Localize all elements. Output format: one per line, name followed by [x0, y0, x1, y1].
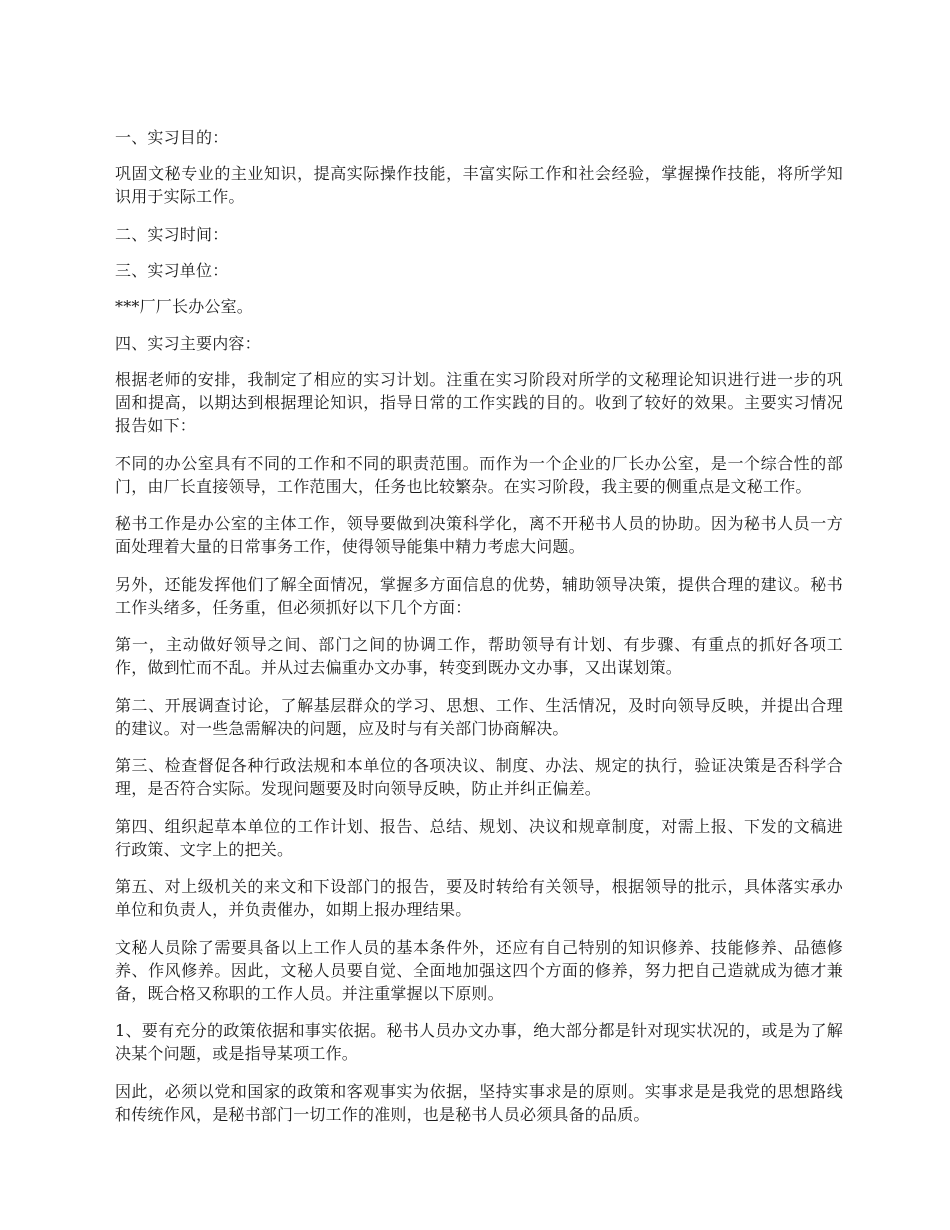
paragraph-secretary-work: 秘书工作是办公室的主体工作，领导要做到决策科学化，离不开秘书人员的协助。因为秘书人员一方面处理着大量的日常事务工作，使得领导能集中精力考虑大问题。	[115, 514, 843, 556]
paragraph-point-two: 第二、开展调查讨论，了解基层群众的学习、思想、工作、生活情况，及时向领导反映，并提出合理的建议。对一些急需解决的问题，应及时与有关部门协商解决。	[115, 695, 843, 738]
paragraph-office: 不同的办公室具有不同的工作和不同的职责范围。而作为一个企业的厂长办公室，是一个综合性的部门，由厂长直接领导，工作范围大，任务也比较繁杂。在实习阶段，我主要的侧重点是文秘工作。	[115, 453, 843, 496]
paragraph-point-five: 第五、对上级机关的来文和下设部门的报告，要及时转给有关领导，根据领导的批示，具体落实承办单位和负责人，并负责催办，如期上报办理结果。	[115, 877, 843, 919]
paragraph-assist-decision: 另外，还能发挥他们了解全面情况，掌握多方面信息的优势，辅助领导决策，提供合理的建议。秘书工作头绪多，任务重，但必须抓好以下几个方面：	[115, 574, 843, 617]
paragraph-seek-truth: 因此，必须以党和国家的政策和客观事实为依据，坚持实事求是的原则。实事求是是我党的思想路线和传统作风，是秘书部门一切工作的准则，也是秘书人员必须具备的品质。	[115, 1081, 843, 1124]
paragraph-plan: 根据老师的安排，我制定了相应的实习计划。注重在实习阶段对所学的文秘理论知识进行进一步的巩固和提高，以期达到根据理论知识，指导日常的工作实践的目的。收到了较好的效果。主要实习情况报告如下：	[115, 370, 843, 435]
section-heading-content: 四、实习主要内容：	[115, 334, 261, 353]
section-heading-time: 二、实习时间：	[115, 224, 229, 244]
section-heading-purpose: 一、实习目的：	[115, 128, 229, 147]
paragraph-point-one: 第一，主动做好领导之间、部门之间的协调工作，帮助领导有计划、有步骤、有重点的抓好各项工作，做到忙而不乱。并从过去偏重办文办事，转变到既办文办事，又出谋划策。	[115, 635, 843, 677]
paragraph-unit: ***厂厂长办公室。	[115, 296, 254, 316]
paragraph-purpose: 巩固文秘专业的主业知识，提高实际操作技能，丰富实际工作和社会经验，掌握操作技能，将所学知识用于实际工作。	[115, 164, 843, 206]
paragraph-principle-one: 1、要有充分的政策依据和事实依据。秘书人员办文办事，绝大部分都是针对现实状况的，或是为了解决某个问题，或是指导某项工作。	[115, 1021, 843, 1063]
section-heading-unit: 三、实习单位：	[115, 260, 229, 280]
paragraph-point-three: 第三、检查督促各种行政法规和本单位的各项决议、制度、办法、规定的执行，验证决策是否科学合理，是否符合实际。发现问题要及时向领导反映，防止并纠正偏差。	[115, 756, 843, 798]
paragraph-cultivation: 文秘人员除了需要具备以上工作人员的基本条件外，还应有自己特别的知识修养、技能修养、品德修养、作风修养。因此，文秘人员要自觉、全面地加强这四个方面的修养，努力把自己造就成为德才兼备，既合格又称职的工作人员。并注重掌握以下原则。	[115, 937, 843, 1003]
document-body	[115, 126, 843, 1140]
paragraph-point-four: 第四、组织起草本单位的工作计划、报告、总结、规划、决议和规章制度，对需上报、下发的文稿进行政策、文字上的把关。	[115, 816, 843, 859]
